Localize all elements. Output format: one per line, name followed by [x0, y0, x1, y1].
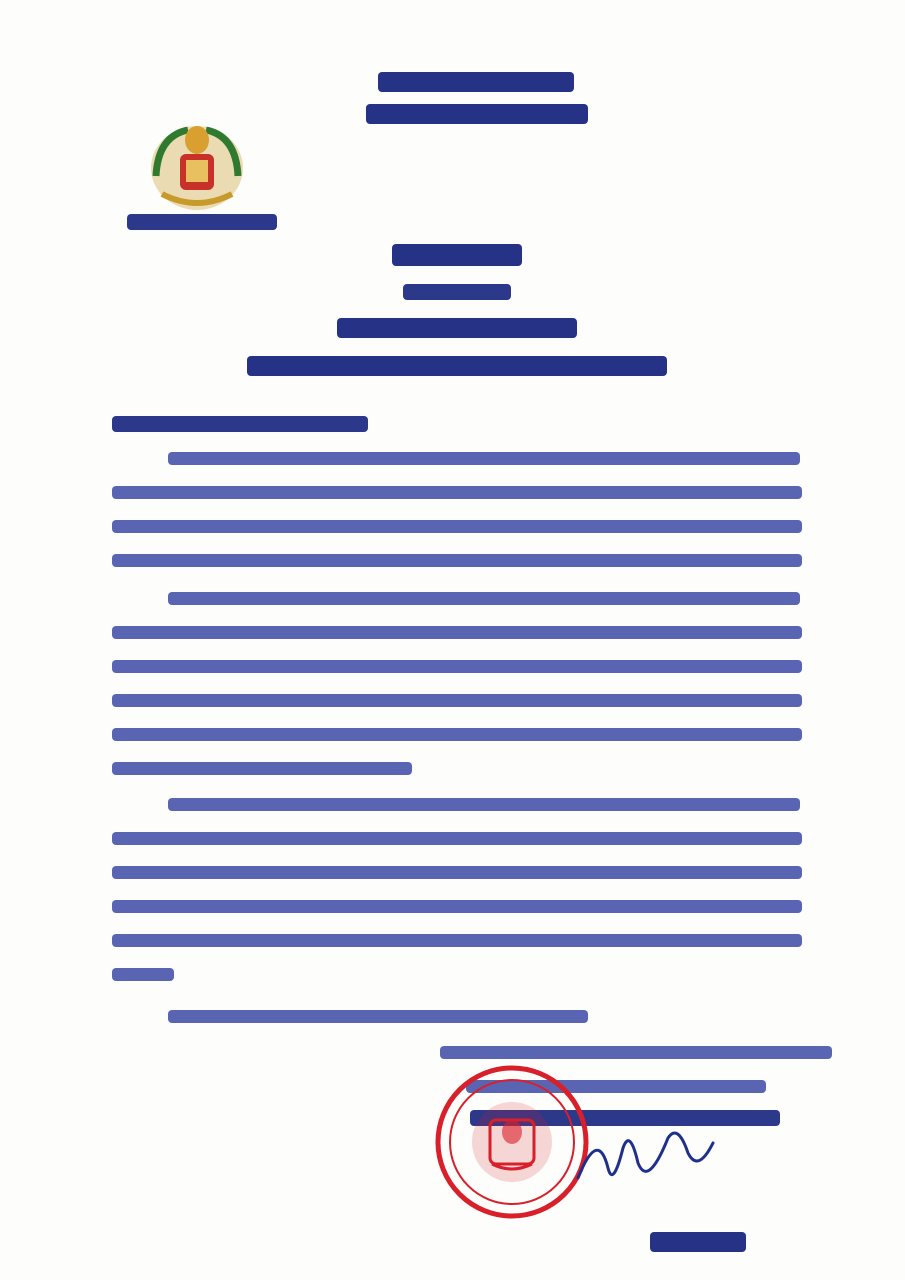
handwritten-signature-icon	[568, 1118, 718, 1198]
provincial-emblem-icon	[148, 116, 246, 212]
